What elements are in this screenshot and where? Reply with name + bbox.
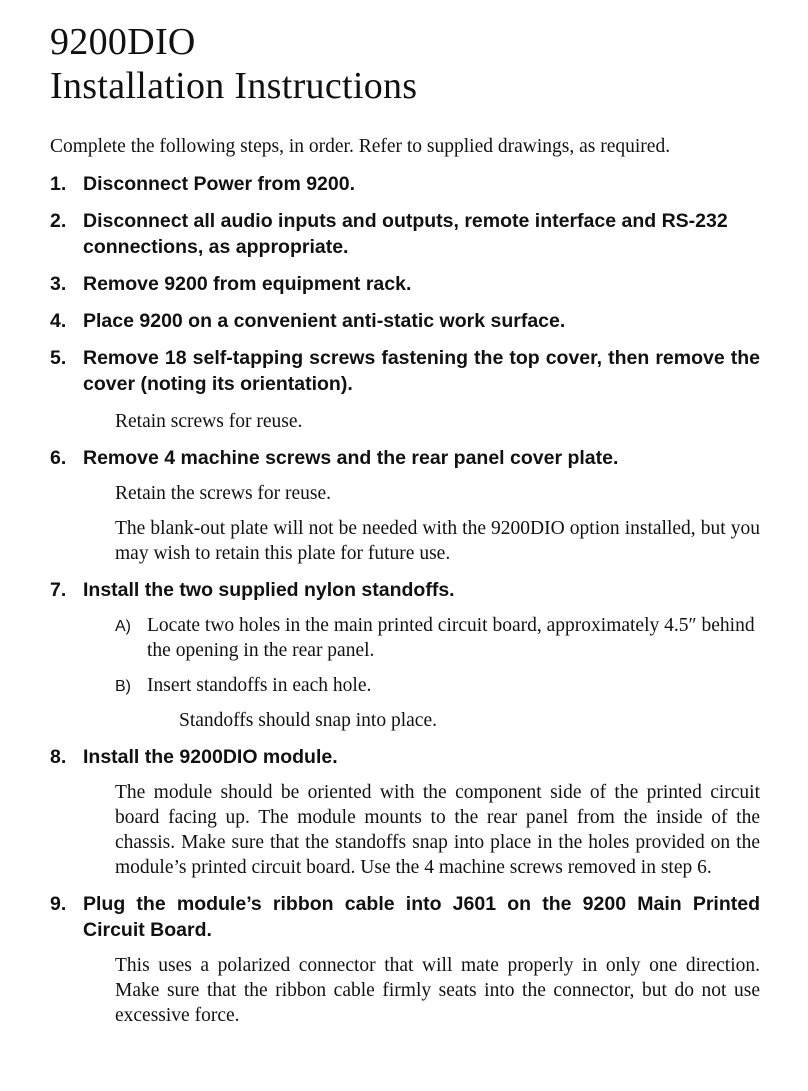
step-8 bbox=[50, 744, 760, 880]
substep-b bbox=[115, 673, 760, 698]
substep-label: A) bbox=[115, 618, 131, 635]
substep-text: Insert standoffs in each hole. bbox=[147, 675, 372, 696]
step-heading: Remove 18 self-tapping screws fastening the top cover, then remove the cover (noting its orientation). bbox=[83, 347, 760, 395]
document-title bbox=[50, 20, 760, 108]
substep-a bbox=[115, 613, 760, 663]
step-heading: Remove 9200 from equipment rack. bbox=[83, 273, 412, 295]
step-7 bbox=[50, 577, 760, 733]
steps-list-continued bbox=[50, 445, 760, 1028]
step-heading: Plug the module’s ribbon cable into J601 on the 9200 Main Printed Circuit Board. bbox=[83, 893, 760, 941]
step-3 bbox=[50, 271, 760, 297]
step-heading: Install the 9200DIO module. bbox=[83, 746, 338, 768]
step-6 bbox=[50, 445, 760, 566]
document-page bbox=[50, 20, 760, 1028]
step-heading: Disconnect Power from 9200. bbox=[83, 173, 356, 195]
title-subject: Installation Instructions bbox=[50, 65, 418, 107]
step-8-note: The module should be oriented with the component side of the printed circuit board facing up. The module mounts to the rear panel from the inside of the chassis. Make sure that the standoffs snap into place in the holes provided on the module’s printed circuit board. Use the 4 machine screws removed in step 6. bbox=[115, 782, 760, 878]
step-heading: Disconnect all audio inputs and outputs, remote interface and RS-232 connections, as appropriate. bbox=[83, 210, 728, 258]
step-number: 6. bbox=[50, 447, 67, 469]
step-number: 5. bbox=[50, 347, 67, 369]
step-number: 1. bbox=[50, 173, 67, 195]
substep-label: B) bbox=[115, 678, 131, 695]
step-heading: Remove 4 machine screws and the rear panel cover plate. bbox=[83, 447, 619, 469]
step-9 bbox=[50, 891, 760, 1028]
step-heading: Place 9200 on a convenient anti-static work surface. bbox=[83, 310, 566, 332]
step-4 bbox=[50, 308, 760, 334]
step-2 bbox=[50, 208, 760, 260]
step-number: 8. bbox=[50, 746, 67, 768]
step-9-note: This uses a polarized connector that will mate properly in only one direction. Make sure that the ribbon cable firmly seats into the connector, but do not use excessive force. bbox=[115, 955, 760, 1026]
step-number: 9. bbox=[50, 893, 67, 915]
step-1 bbox=[50, 171, 760, 197]
substep-b-note: Standoffs should snap into place. bbox=[179, 710, 437, 731]
step-heading: Install the two supplied nylon standoffs. bbox=[83, 579, 455, 601]
steps-list bbox=[50, 171, 760, 397]
step-5-note: Retain screws for reuse. bbox=[115, 411, 303, 432]
step-number: 3. bbox=[50, 273, 67, 295]
step-6-note-1: Retain the screws for reuse. bbox=[115, 483, 332, 504]
step-number: 4. bbox=[50, 310, 67, 332]
intro-paragraph: Complete the following steps, in order. Refer to supplied drawings, as required. bbox=[50, 136, 671, 157]
step-number: 7. bbox=[50, 579, 67, 601]
substep-text: Locate two holes in the main printed circuit board, approximately 4.5″ behind the opening in the rear panel. bbox=[147, 615, 755, 661]
step-5 bbox=[50, 345, 760, 397]
title-product: 9200DIO bbox=[50, 21, 196, 63]
step-6-note-2: The blank-out plate will not be needed with the 9200DIO option installed, but you may wish to retain this plate for future use. bbox=[115, 518, 760, 564]
step-number: 2. bbox=[50, 210, 67, 232]
